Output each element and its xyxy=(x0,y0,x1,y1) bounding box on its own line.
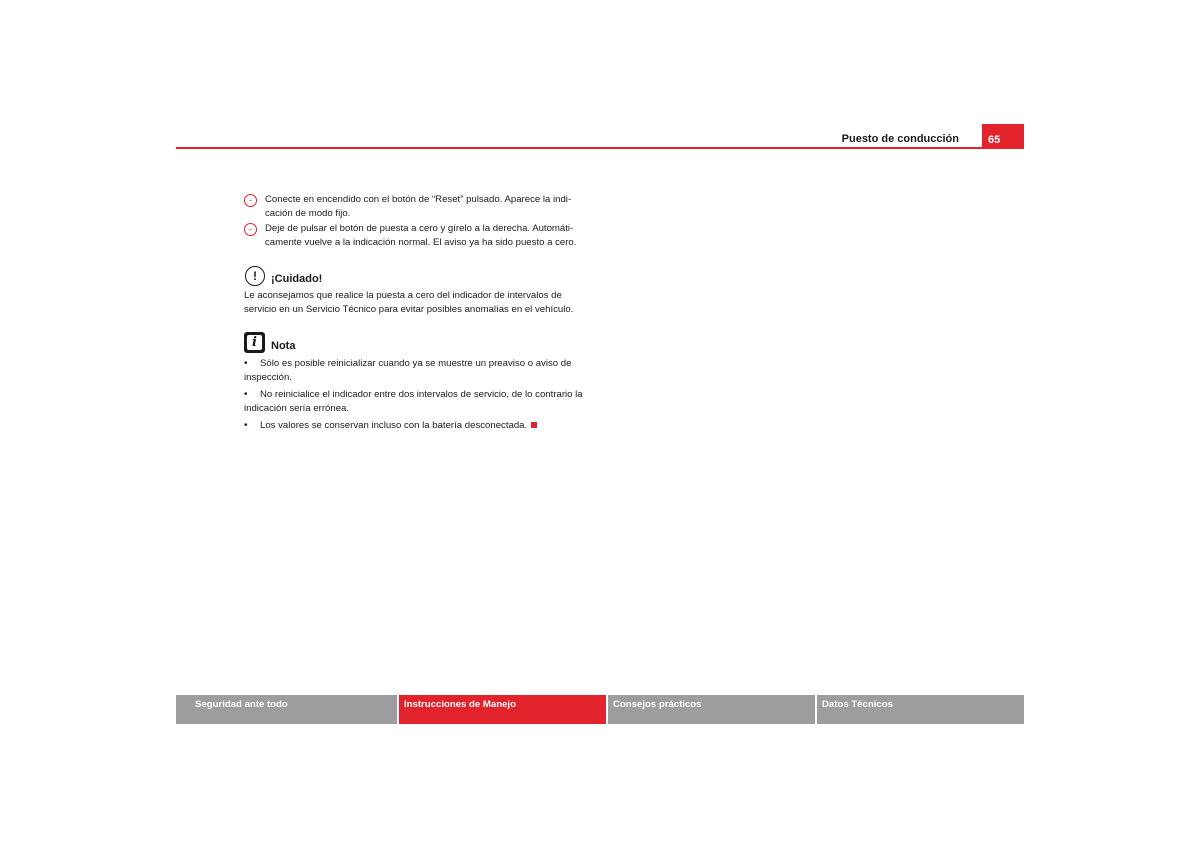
step-item xyxy=(244,193,590,221)
step-item xyxy=(244,222,590,250)
step-minus-icon: - xyxy=(244,194,257,207)
page-number: 65 xyxy=(982,124,1024,148)
caution-icon: ! xyxy=(245,266,265,286)
footer-nav xyxy=(176,695,1024,724)
tab-consejos[interactable]: Consejos prácticos xyxy=(608,695,815,724)
caution-text: Le aconsejamos que realice la puesta a cero del indicador de intervalos de servicio en un Servicio Técnico para evitar posibles anomalías en el vehículo. xyxy=(244,290,574,315)
tab-seguridad[interactable]: Seguridad ante todo xyxy=(176,695,397,724)
end-of-section-icon xyxy=(531,422,537,428)
tab-instrucciones[interactable]: Instrucciones de Manejo xyxy=(399,695,606,724)
bullet-icon: • xyxy=(244,358,248,369)
header-divider xyxy=(176,147,1024,149)
bullet-icon: • xyxy=(244,420,248,431)
step-text: Deje de pulsar el botón de puesta a cero y gírelo a la derecha. Automáti-camente vuelve a la indicación normal. El aviso ya ha sido puesto a cero. xyxy=(265,223,577,248)
main-content xyxy=(244,193,590,433)
info-icon: i xyxy=(244,332,265,353)
section-title: Puesto de conducción xyxy=(841,133,959,145)
note-item-text: Los valores se conservan incluso con la batería desconectada. xyxy=(260,420,528,431)
note-title: Nota xyxy=(271,340,296,352)
caution-title: ¡Cuidado! xyxy=(271,273,323,285)
note-list-item xyxy=(244,357,590,385)
note-list-item xyxy=(244,419,590,433)
note-item-text: No reinicialice el indicador entre dos intervalos de servicio, de lo contrario la indicación sería errónea. xyxy=(244,389,583,414)
note-header xyxy=(244,332,590,353)
note-list-item xyxy=(244,388,590,416)
caution-header xyxy=(244,266,590,286)
step-minus-icon: - xyxy=(244,223,257,236)
tab-datos-tecnicos[interactable]: Datos Técnicos xyxy=(817,695,1024,724)
step-text: Conecte en encendido con el botón de “Reset” pulsado. Aparece la indi-cación de modo fijo. xyxy=(265,194,572,219)
note-item-text: Sólo es posible reinicializar cuando ya se muestre un preaviso o aviso de inspección. xyxy=(244,358,572,383)
bullet-icon: • xyxy=(244,389,248,400)
